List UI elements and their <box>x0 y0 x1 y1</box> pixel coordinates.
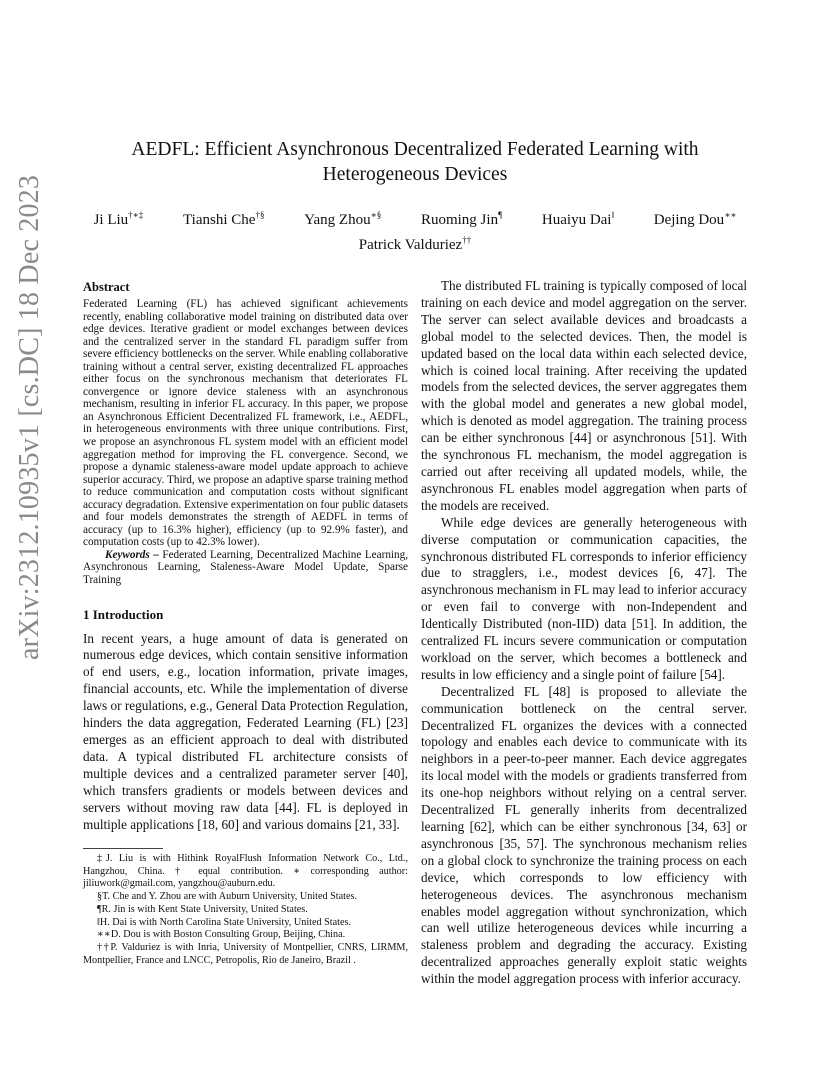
author: Dejing Dou∗∗ <box>653 210 737 228</box>
right-column <box>421 278 747 988</box>
section-heading-introduction: 1 Introduction <box>83 606 164 622</box>
body-paragraph: Decentralized FL [48] is proposed to alleviate the communication bottleneck on the central server. Decentralized FL organizes the devices with a connected topology and enables each device to communicate with its neighbors in a peer-to-peer manner. Each device aggregates its local model with the models or gradients transferred from its one-hop neighbors without relying on a central server. Decentralized FL generally inherits from decentralized learning [62], which can be either synchronous [34, 63] or asynchronous [35, 57]. The synchronous mechanism relies on a global clock to synchronize the training process on each device, which corresponds to low efficiency with heterogeneous devices. The asynchronous mechanism enables model aggregation without synchronization, which can well utilize heterogeneous devices while incurring a staleness problem and degrading the accuracy. Existing decentralized approaches generally exploit static weights within the model aggregation process with inferior accuracy. <box>421 683 747 987</box>
author: Tianshi Che†§ <box>183 210 265 228</box>
left-column <box>83 280 408 833</box>
arxiv-sidebar-stamp: arXiv:2312.10935v1 [cs.DC] 18 Dec 2023 <box>14 174 45 660</box>
author: Patrick Valduriez†† <box>358 235 472 253</box>
body-paragraph: The distributed FL training is typically composed of local training on each device and model aggregation on the server. The server can select available devices and broadcasts a global model to the selected devices. Then, the model is updated based on the local data within each selected device, which is coined local training. After receiving the updated models from the selected devices, the server aggregates them with the global model and generates a new global model, which is denoted as model aggregation. The training process can be either synchronous [44] or asynchronous [51]. With the synchronous FL mechanism, the model aggregation is carried out after receiving all updated models, while, the asynchronous FL enables model aggregation when parts of the models are received. <box>421 278 747 513</box>
footnote: ¶R. Jin is with Kent State University, United States. <box>97 903 308 915</box>
author: Yang Zhou∗§ <box>304 210 382 228</box>
paper-title: AEDFL: Efficient Asynchronous Decentralized Federated Learning with Heterogeneous Devices <box>131 139 699 185</box>
keywords-text: Federated Learning, Decentralized Machine Learning, Asynchronous Learning, Staleness-Aware Model Update, Sparse Training <box>83 548 409 587</box>
abstract-text: Federated Learning (FL) has achieved significant achievements recently, enabling collaborative model training on distributed data over edge devices. Iterative gradient or model exchanges between devices and the centralized server in the standard FL paradigm suffer from severe efficiency bottlenecks on the server. While enabling collaborative training without a central server, existing decentralized FL approaches either focus on the synchronous mechanism that deteriorates FL convergence or ignore device staleness with an asynchronous mechanism, resulting in inferior FL accuracy. In this paper, we propose an Asynchronous Efficient Decentralized FL framework, i.e., AEDFL, in heterogeneous environments with three unique contributions. First, we propose an asynchronous FL system model with an efficient model aggregation method for improving the FL convergence. Second, we propose a dynamic staleness-aware model update approach to achieve superior accuracy. Third, we propose an adaptive sparse training method to reduce communication and computation costs without significant accuracy degradation. Extensive experimentation on four public datasets and four models demonstrates the strength of AEDFL in terms of accuracy (up to 16.3% higher), efficiency (up to 92.9% faster), and computation costs (up to 42.3% lower). <box>83 298 408 549</box>
author: Ruoming Jin¶ <box>420 210 503 228</box>
footnote: ††P. Valduriez is with Inria, University of Montpellier, CNRS, LIRMM, Montpellier, France and LNCC, Petropolis, Rio de Janeiro, Brazil . <box>83 941 408 966</box>
abstract-heading: Abstract <box>83 280 130 294</box>
footnote: ‖H. Dai is with North Carolina State University, United States. <box>97 916 352 928</box>
author: Ji Liu†∗‡ <box>93 210 144 228</box>
body-paragraph: While edge devices are generally heterogeneous with diverse computation or communication capacities, the synchronous distributed FL corresponds to inferior efficiency due to stragglers, i.e., modest devices [6, 47]. The asynchronous mechanism in FL may lead to inferior accuracy or even fail to converge with non-Independent and Identically Distributed (non-IID) data [51]. In addition, the centralized FL incurs severe communication or computation workload on the server, which becomes a bottleneck and results in low efficiency and a single point of failure [54]. <box>421 514 747 682</box>
footnote: ∗∗D. Dou is with Boston Consulting Group, Beijing, China. <box>97 929 346 941</box>
footnote-rule <box>83 848 163 849</box>
keywords-label: Keywords – <box>105 548 159 561</box>
keywords <box>83 549 408 587</box>
author: Huaiyu Dai‖ <box>541 210 615 228</box>
footnote: §T. Che and Y. Zhou are with Auburn University, United States. <box>97 891 358 903</box>
author-list <box>70 205 760 255</box>
footnote: ‡J. Liu is with Hithink RoyalFlush Information Network Co., Ltd., Hangzhou, China. † equal contribution. ∗ corresponding author: jiliuwork@gmail.com, yangzhou@auburn.edu. <box>83 853 408 890</box>
intro-paragraph: In recent years, a huge amount of data is generated on numerous edge devices, which contain sensitive information of end users, e.g., location information, private images, financial accounts, etc. While the implementation of diverse laws or regulations, e.g., General Data Protection Regulation, hinders the data aggregation, Federated Learning (FL) [23] emerges as an efficient approach to deal with distributed data. A typical distributed FL architecture consists of multiple devices and a centralized parameter server [40], which transfers gradients or models between devices and servers without moving raw data [44]. FL is deployed in multiple applications [18, 60] and various domains [21, 33]. <box>83 630 408 832</box>
footnotes <box>83 853 408 967</box>
